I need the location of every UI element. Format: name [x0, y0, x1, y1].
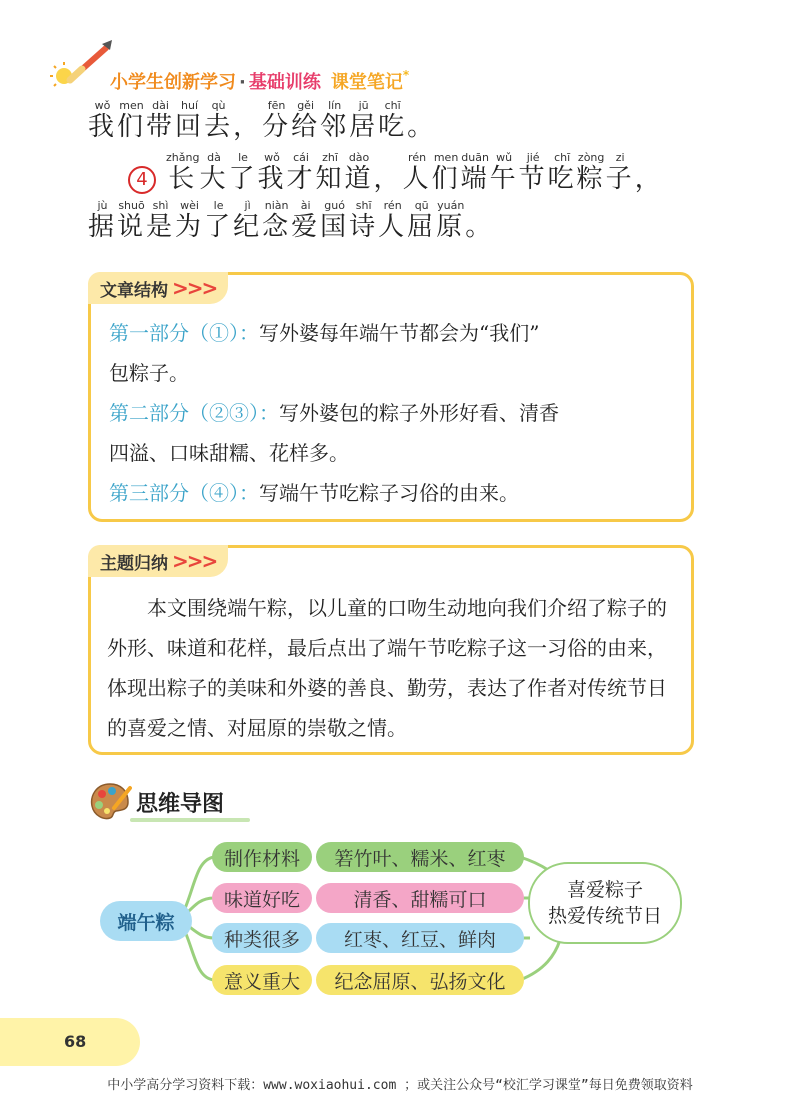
passage-char: 了le	[204, 199, 234, 242]
pinyin: jū	[349, 99, 379, 112]
chevron-icon: >>>	[172, 276, 217, 300]
mindmap-detail-node: 箬竹叶、糯米、红枣	[316, 842, 524, 872]
header-title	[110, 68, 409, 94]
passage-char: 纪jì	[233, 199, 263, 242]
pinyin: lín	[320, 99, 350, 112]
passage-char: ，	[233, 112, 262, 142]
header-dot: ·	[239, 72, 246, 93]
mindmap-detail-node: 纪念屈原、弘扬文化	[316, 965, 524, 995]
passage-char: 知zhī	[315, 151, 345, 194]
structure-item-text: 写端午节吃粽子习俗的由来。	[259, 481, 519, 505]
passage-char: 据jù	[88, 199, 118, 242]
theme-paragraph: 本文围绕端午粽，以儿童的口吻生动地向我们介绍了粽子的外形、味道和花样，最后点出了端午节吃粽子这一习俗的由来，体现出粽子的美味和外婆的善良、勤劳，表达了作者对传统节日的喜爱之情、对屈原的崇敬之情。	[107, 596, 667, 740]
page-number: 68	[64, 1032, 87, 1051]
pinyin	[407, 99, 436, 112]
passage-char: 带dài	[146, 99, 176, 142]
pinyin: zhī	[315, 151, 345, 164]
structure-item-1	[109, 313, 679, 353]
mindmap-title: 思维导图	[136, 791, 225, 817]
passage-char: 念niàn	[262, 199, 292, 242]
theme-tag	[88, 545, 228, 577]
pinyin	[233, 99, 262, 112]
pinyin: wǔ	[489, 151, 519, 164]
pinyin: yuán	[436, 199, 466, 212]
structure-item-2-cont: 四溢、口味甜糯、花样多。	[109, 441, 349, 465]
passage-char: 道dào	[344, 151, 374, 194]
structure-tag	[88, 272, 228, 304]
passage-char: 是shì	[146, 199, 176, 242]
pinyin: le	[228, 151, 258, 164]
passage-char: 给gěi	[291, 99, 321, 142]
pinyin: shī	[349, 199, 379, 212]
mindmap-detail-node: 红枣、红豆、鲜肉	[316, 923, 524, 953]
pinyin: zi	[605, 151, 635, 164]
pinyin: gěi	[291, 99, 321, 112]
summary-line-1: 喜爱粽子	[566, 879, 643, 901]
passage-char: 子zi	[605, 151, 635, 194]
passage-char: 我wǒ	[88, 99, 118, 142]
mindmap-branch-node: 意义重大	[212, 965, 312, 995]
pinyin	[635, 151, 664, 164]
passage-line-2-text	[166, 151, 664, 194]
pinyin: fēn	[262, 99, 292, 112]
passage-char: 粽zòng	[576, 151, 606, 194]
pinyin: jù	[88, 199, 117, 212]
pinyin: rén	[402, 151, 432, 164]
structure-item-3	[109, 473, 679, 513]
pinyin: qù	[204, 99, 234, 112]
structure-item-1-cont: 包粽子。	[109, 361, 189, 385]
passage-line-3	[88, 200, 494, 243]
passage-char: 诗shī	[349, 199, 379, 242]
pinyin: dà	[199, 151, 229, 164]
theme-box	[88, 545, 694, 755]
pinyin: zòng	[576, 151, 606, 164]
passage-char: 原yuán	[436, 199, 466, 242]
header-notes: 课堂笔记	[330, 72, 403, 93]
structure-content	[109, 313, 679, 513]
theme-tag-label: 主题归纳	[100, 553, 168, 574]
page-header	[50, 38, 470, 98]
pinyin: chī	[378, 99, 408, 112]
pinyin: shì	[146, 199, 176, 212]
pinyin: zhǎng	[166, 151, 200, 164]
structure-item-title: 第二部分（②③）：	[109, 401, 279, 425]
pinyin: wǒ	[257, 151, 287, 164]
structure-tag-label: 文章结构	[100, 280, 168, 301]
structure-box	[88, 272, 694, 522]
footer-note: 中小学高分学习资料下载：www.woxiaohui.com ；或关注公众号“校汇学习课堂”每日免费领取资料	[107, 1078, 693, 1093]
pinyin: chī	[547, 151, 577, 164]
structure-item-text: 写外婆包的粽子外形好看、清香	[279, 401, 559, 425]
pinyin: men	[117, 99, 147, 112]
pinyin: jì	[233, 199, 263, 212]
passage-char: 才cái	[286, 151, 316, 194]
passage-char: 我wǒ	[257, 151, 287, 194]
structure-item-title: 第一部分（①）：	[109, 321, 259, 345]
structure-item-text: 写外婆每年端午节都会为“我们”	[259, 321, 540, 345]
pinyin: men	[431, 151, 461, 164]
pinyin: cái	[286, 151, 316, 164]
passage-char: 吃chī	[378, 99, 408, 142]
pinyin: dài	[146, 99, 176, 112]
pinyin: shuō	[117, 199, 147, 212]
pinyin: guó	[320, 199, 350, 212]
pinyin: duān	[460, 151, 490, 164]
summary-line-2: 热爱传统节日	[547, 905, 662, 927]
passage-line-1	[88, 100, 436, 143]
pinyin: dào	[344, 151, 374, 164]
mindmap-title-underline	[130, 818, 250, 822]
structure-item-2	[109, 393, 679, 433]
passage-char: 人rén	[378, 199, 408, 242]
mindmap-detail-node: 清香、甜糯可口	[316, 883, 524, 913]
passage-char: 去qù	[204, 99, 234, 142]
structure-item-title: 第三部分（④）：	[109, 481, 259, 505]
passage-char: 邻lín	[320, 99, 350, 142]
passage-char: 爱ài	[291, 199, 321, 242]
passage-char: 为wèi	[175, 199, 205, 242]
chevron-icon: >>>	[172, 549, 217, 573]
pinyin: qū	[407, 199, 437, 212]
pinyin: huí	[175, 99, 205, 112]
palette-icon	[88, 780, 132, 824]
passage-char: 说shuō	[117, 199, 147, 242]
mindmap-branch-node: 味道好吃	[212, 883, 312, 913]
passage-char: 国guó	[320, 199, 350, 242]
passage-char: 了le	[228, 151, 258, 194]
passage-char: 们men	[117, 99, 147, 142]
pinyin: le	[204, 199, 234, 212]
passage-char: 端duān	[460, 151, 490, 194]
passage-char: 分fēn	[262, 99, 292, 142]
star-icon: *	[402, 68, 410, 82]
pinyin: wǒ	[88, 99, 118, 112]
pinyin: ài	[291, 199, 321, 212]
pinyin: wèi	[175, 199, 205, 212]
passage-char: 屈qū	[407, 199, 437, 242]
passage-char: ，	[374, 164, 403, 194]
paragraph-number: 4	[128, 166, 156, 194]
mindmap-branch-node: 制作材料	[212, 842, 312, 872]
passage-char: 长zhǎng	[166, 151, 200, 194]
mindmap-center-node: 端午粽	[100, 901, 192, 941]
header-subtitle: 基础训练	[248, 72, 321, 93]
passage-char: 们men	[431, 151, 461, 194]
passage-char: 人rén	[402, 151, 432, 194]
passage-char: 大dà	[199, 151, 229, 194]
passage-line-2	[128, 152, 664, 195]
pinyin	[374, 151, 403, 164]
mindmap-summary	[528, 862, 682, 944]
pinyin	[465, 199, 494, 212]
passage-char: 回huí	[175, 99, 205, 142]
header-series: 小学生创新学习	[110, 72, 236, 93]
passage-char: 节jié	[518, 151, 548, 194]
pinyin: jié	[518, 151, 548, 164]
passage-char: 吃chī	[547, 151, 577, 194]
pinyin: rén	[378, 199, 408, 212]
passage-char: 午wǔ	[489, 151, 519, 194]
passage-char: 居jū	[349, 99, 379, 142]
pinyin: niàn	[262, 199, 292, 212]
theme-content	[107, 588, 677, 748]
passage-char: 。	[465, 212, 494, 242]
passage-char: ，	[635, 164, 664, 194]
passage-char: 。	[407, 112, 436, 142]
mindmap-branch-node: 种类很多	[212, 923, 312, 953]
